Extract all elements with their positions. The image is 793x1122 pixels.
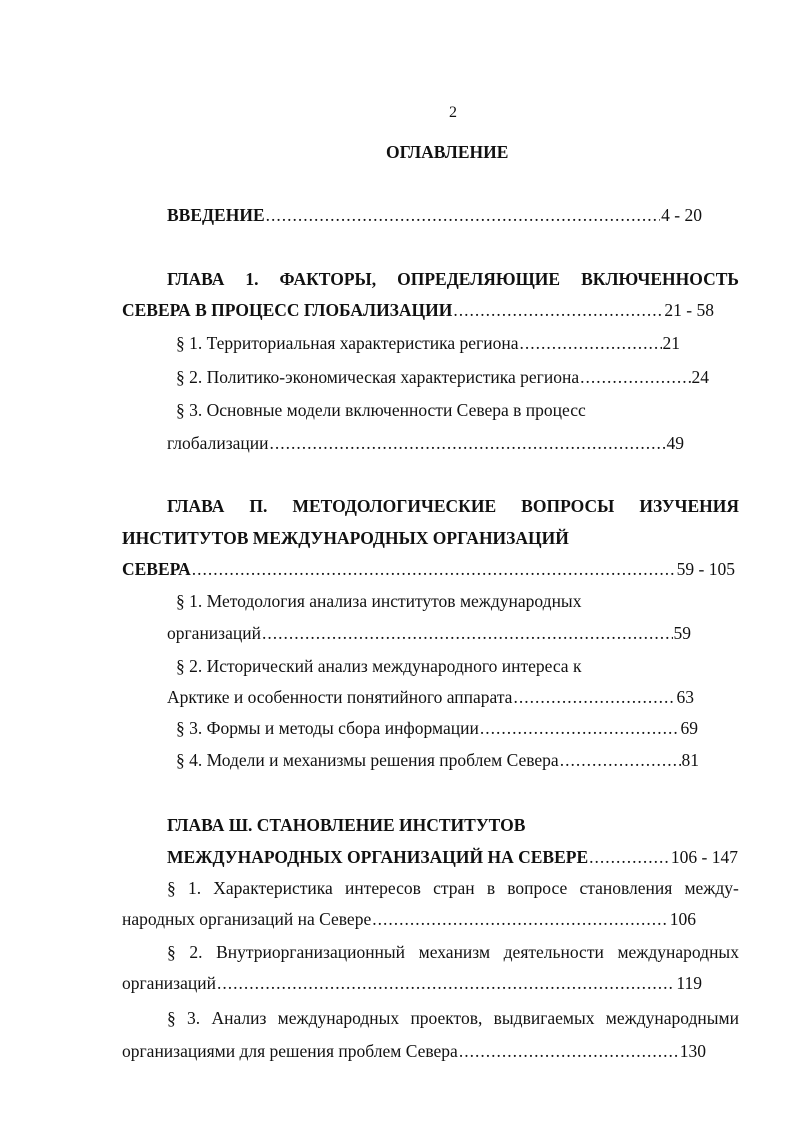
dot-leader: [560, 748, 681, 772]
toc-ch3-pages: 106 - 147: [670, 847, 738, 867]
toc-ch2-s4: § 4. Модели и механизмы решения проблем Севера ..... 81: [176, 748, 699, 772]
dot-leader: [266, 203, 661, 227]
dot-leader: [513, 685, 675, 709]
toc-intro-pages: 4 - 20: [661, 205, 702, 225]
page-number: 2: [449, 104, 457, 121]
dot-leader: [217, 971, 675, 995]
toc-ch2-s1-line2: организаций ..... 59: [167, 621, 691, 645]
toc-intro-label: ВВЕДЕНИЕ: [167, 205, 265, 225]
toc-ch3-s1-line1: § 1. Характеристика интересов стран в вопросе становления между-: [167, 878, 739, 898]
toc-ch2-s2-line2: Арктике и особенности понятийного аппарата ..... 63: [167, 685, 694, 709]
toc-ch3-s1-line2: народных организаций на Севере ..... 106: [122, 907, 696, 931]
toc-ch1-s3-line2: глобализации ..... 49: [167, 431, 684, 455]
toc-ch3-s2-line1: § 2. Внутриорганизационный механизм деятельности международных: [167, 942, 739, 962]
toc-ch2-title-line3: СЕВЕРА ..... 59 - 105: [122, 557, 735, 581]
toc-ch3-title-line1: ГЛАВА Ш. СТАНОВЛЕНИЕ ИНСТИТУТОВ: [167, 815, 526, 835]
dot-leader: [262, 621, 673, 645]
toc-intro: [167, 203, 702, 227]
toc-ch1-s1: § 1. Территориальная характеристика региона ..... 21: [176, 331, 680, 355]
toc-ch3-s3-line2: организациями для решения проблем Севера ..... 130: [122, 1039, 706, 1063]
dot-leader: [480, 716, 680, 740]
toc-ch1-s2: § 2. Политико-экономическая характеристика региона ..... 24: [176, 365, 709, 389]
dot-leader: [589, 845, 670, 869]
dot-leader: [269, 431, 665, 455]
toc-ch3-s2-line2: организаций ..... 119: [122, 971, 702, 995]
dot-leader: [519, 331, 661, 355]
toc-ch2-s2-line1: § 2. Исторический анализ международного интереса к: [176, 656, 582, 676]
dot-leader: [372, 907, 669, 931]
toc-ch2-title-line1: ГЛАВА П. МЕТОДОЛОГИЧЕСКИЕ ВОПРОСЫ ИЗУЧЕНИЯ: [167, 496, 739, 516]
toc-ch3-s3-line1: § 3. Анализ международных проектов, выдвигаемых международными: [167, 1008, 739, 1028]
dot-leader: [580, 365, 690, 389]
toc-ch1-pages: 21 - 58: [664, 300, 714, 320]
dot-leader: [192, 557, 676, 581]
toc-ch2-title-line2: ИНСТИТУТОВ МЕЖДУНАРОДНЫХ ОРГАНИЗАЦИЙ: [122, 528, 569, 548]
toc-ch3-title-line2: МЕЖДУНАРОДНЫХ ОРГАНИЗАЦИЙ НА СЕВЕРЕ ..... 106 - 147: [167, 845, 738, 869]
toc-ch1-title-line1: ГЛАВА 1. ФАКТОРЫ, ОПРЕДЕЛЯЮЩИЕ ВКЛЮЧЕННОСТЬ: [167, 269, 739, 289]
dot-leader: [453, 298, 663, 322]
toc-ch1-s3-line1: § 3. Основные модели включенности Севера в процесс: [176, 400, 586, 420]
toc-ch1-title-line2: СЕВЕРА В ПРОЦЕСС ГЛОБАЛИЗАЦИИ ..... 21 - 58: [122, 298, 714, 322]
page-title: ОГЛАВЛЕНИЕ: [386, 142, 509, 162]
toc-ch2-s3: § 3. Формы и методы сбора информации ..... 69: [176, 716, 698, 740]
dot-leader: [459, 1039, 679, 1063]
toc-ch2-pages: 59 - 105: [676, 559, 735, 579]
toc-ch2-s1-line1: § 1. Методология анализа институтов международных: [176, 591, 582, 611]
